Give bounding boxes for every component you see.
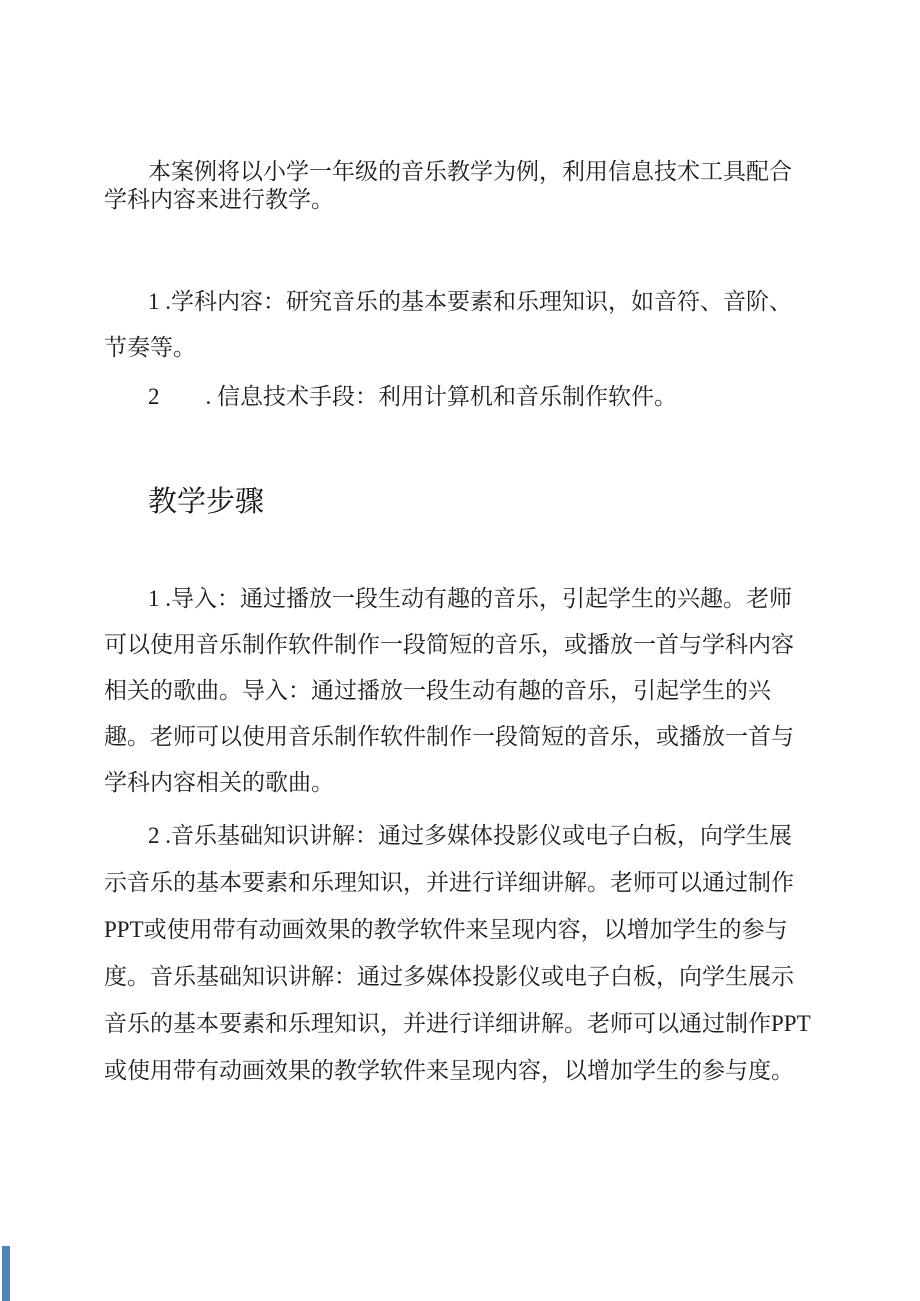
text-line: 2 .音乐基础知识讲解：通过多媒体投影仪或电子白板，向学生展 (148, 823, 792, 848)
text-line: 节奏等。 (104, 335, 196, 360)
text-line: 示音乐的基本要素和乐理知识，并进行详细讲解。老师可以通过制作 (104, 870, 794, 895)
list-item-2 (104, 374, 844, 420)
text-line: 音乐的基本要素和乐理知识，并进行详细讲解。老师可以通过制作PPT (104, 1011, 811, 1036)
text-line: 2 . 信息技术手段：利用计算机和音乐制作软件。 (148, 384, 677, 409)
page-edge-marker (2, 1246, 10, 1301)
intro-paragraph (104, 158, 844, 214)
text-line: PPT或使用带有动画效果的教学软件来呈现内容，以增加学生的参与 (104, 917, 788, 942)
text-line: 学科内容来进行教学。 (104, 187, 334, 212)
text-line: 可以使用音乐制作软件制作一段简短的音乐，或播放一首与学科内容 (104, 632, 794, 657)
teaching-step-2 (104, 812, 844, 1094)
section-heading: 教学步骤 (148, 486, 265, 518)
text-line: 1 .导入：通过播放一段生动有趣的音乐，引起学生的兴趣。老师 (148, 586, 792, 611)
text-line: 本案例将以小学一年级的音乐教学为例，利用信息技术工具配合 (148, 159, 792, 184)
text-line: 学科内容相关的歌曲。 (104, 770, 334, 795)
text-line: 1 .学科内容：研究音乐的基本要素和乐理知识，如音符、音阶、 (148, 289, 792, 314)
teaching-step-1 (104, 576, 844, 806)
text-line: 或使用带有动画效果的教学软件来呈现内容，以增加学生的参与度。 (104, 1058, 794, 1083)
text-line: 趣。老师可以使用音乐制作软件制作一段简短的音乐，或播放一首与 (104, 724, 794, 749)
text-line: 相关的歌曲。导入：通过播放一段生动有趣的音乐，引起学生的兴 (104, 678, 771, 703)
list-item-1 (104, 279, 844, 371)
text-line: 度。音乐基础知识讲解：通过多媒体投影仪或电子白板，向学生展示 (104, 964, 794, 989)
